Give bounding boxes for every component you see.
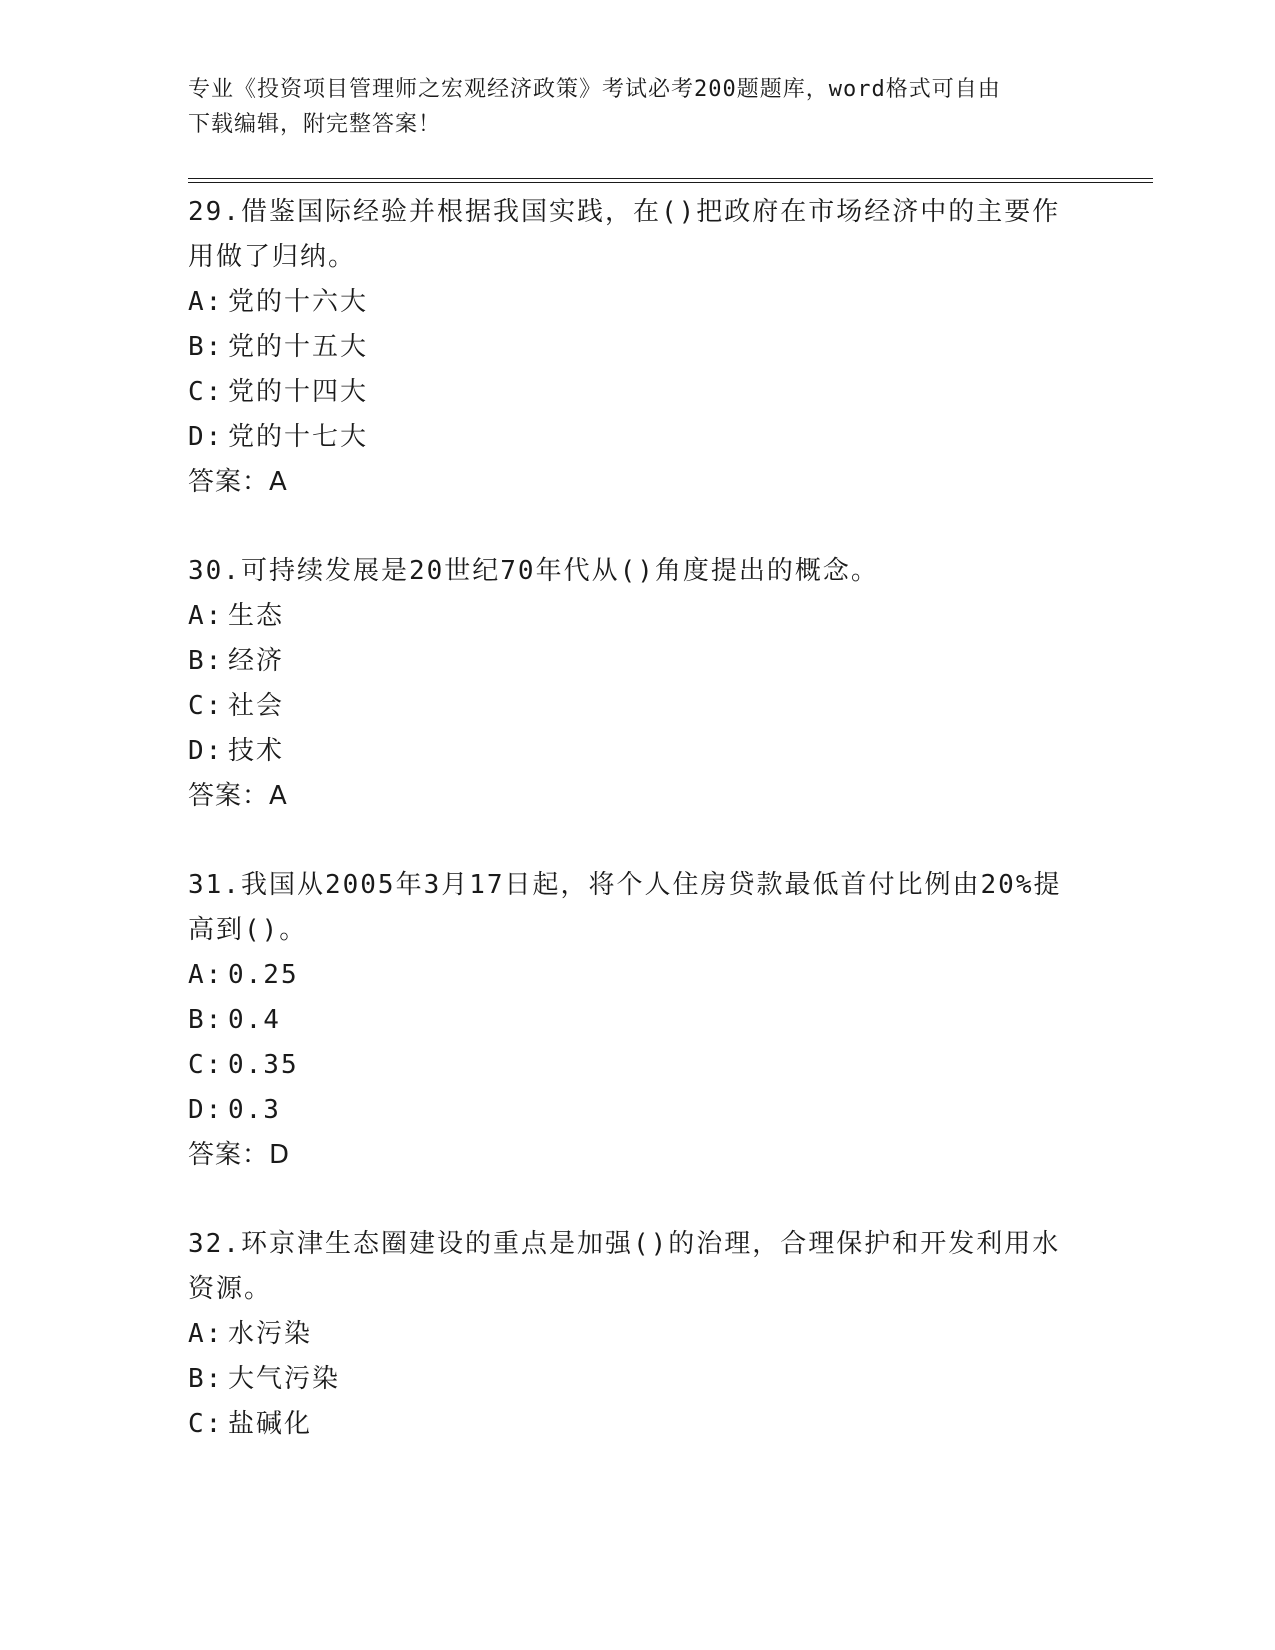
option-key: A: xyxy=(188,1319,224,1349)
option-key: B: xyxy=(188,646,224,676)
option-value: 水污染 xyxy=(228,1319,313,1349)
option-value: 0.35 xyxy=(228,1050,299,1080)
option-key: D: xyxy=(188,1095,224,1125)
option-a xyxy=(188,594,1088,639)
question-30 xyxy=(188,549,1088,819)
option-key: A: xyxy=(188,960,224,990)
option-b xyxy=(188,639,1088,684)
option-b xyxy=(188,998,1088,1043)
option-c xyxy=(188,1402,1088,1447)
option-b xyxy=(188,325,1088,370)
option-c xyxy=(188,370,1088,415)
question-list xyxy=(188,190,1088,1491)
option-value: 经济 xyxy=(228,646,285,676)
option-key: A: xyxy=(188,601,224,631)
option-value: 党的十六大 xyxy=(228,287,369,317)
question-text: 30.可持续发展是20世纪70年代从()角度提出的概念。 xyxy=(188,556,879,586)
option-key: A: xyxy=(188,287,224,317)
option-value: 0.3 xyxy=(228,1095,281,1125)
option-value: 党的十五大 xyxy=(228,332,369,362)
question-text: 29.借鉴国际经验并根据我国实践，在()把政府在市场经济中的主要作用做了归纳。 xyxy=(188,197,1061,272)
option-key: C: xyxy=(188,691,224,721)
option-key: B: xyxy=(188,332,224,362)
option-d xyxy=(188,1088,1088,1133)
option-value: 大气污染 xyxy=(228,1364,341,1394)
option-a xyxy=(188,953,1088,998)
option-value: 生态 xyxy=(228,601,285,631)
option-key: B: xyxy=(188,1364,224,1394)
option-c xyxy=(188,1043,1088,1088)
question-31 xyxy=(188,863,1088,1178)
option-value: 社会 xyxy=(228,691,285,721)
header-divider-top xyxy=(188,178,1153,179)
option-value: 党的十七大 xyxy=(228,422,369,452)
option-value: 0.25 xyxy=(228,960,299,990)
option-value: 技术 xyxy=(228,736,285,766)
document-header xyxy=(188,72,1088,142)
header-line-1: 专业《投资项目管理师之宏观经济政策》考试必考200题题库，word格式可自由 xyxy=(188,77,1001,102)
option-c xyxy=(188,684,1088,729)
option-key: D: xyxy=(188,736,224,766)
option-key: C: xyxy=(188,1409,224,1439)
question-text: 32.环京津生态圈建设的重点是加强()的治理，合理保护和开发利用水资源。 xyxy=(188,1229,1061,1304)
option-key: C: xyxy=(188,377,224,407)
option-b xyxy=(188,1357,1088,1402)
option-value: 党的十四大 xyxy=(228,377,369,407)
answer-line: 答案：D xyxy=(188,1140,291,1170)
header-line-2: 下载编辑，附完整答案！ xyxy=(188,112,442,137)
option-a xyxy=(188,1312,1088,1357)
option-value: 0.4 xyxy=(228,1005,281,1035)
answer-line: 答案：A xyxy=(188,781,288,811)
header-divider-bottom xyxy=(188,182,1153,183)
option-key: B: xyxy=(188,1005,224,1035)
question-text: 31.我国从2005年3月17日起，将个人住房贷款最低首付比例由20%提高到()。 xyxy=(188,870,1062,945)
option-d xyxy=(188,415,1088,460)
question-32 xyxy=(188,1222,1088,1447)
option-value: 盐碱化 xyxy=(228,1409,313,1439)
option-d xyxy=(188,729,1088,774)
option-a xyxy=(188,280,1088,325)
answer-line: 答案：A xyxy=(188,467,288,497)
option-key: D: xyxy=(188,422,224,452)
question-29 xyxy=(188,190,1088,505)
option-key: C: xyxy=(188,1050,224,1080)
